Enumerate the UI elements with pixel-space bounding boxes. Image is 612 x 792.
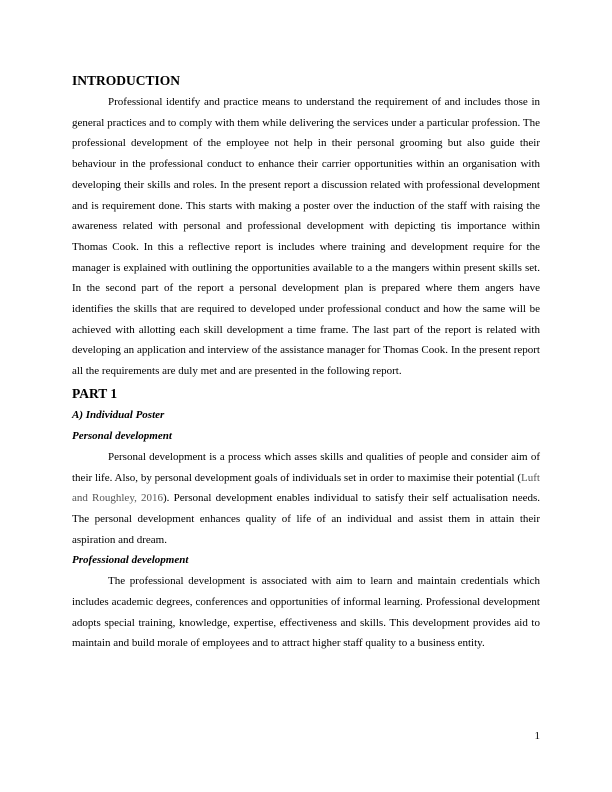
introduction-heading: INTRODUCTION bbox=[72, 73, 181, 88]
personal-development-paragraph bbox=[72, 447, 540, 551]
document-page bbox=[72, 72, 540, 654]
personal-development-heading: Personal development bbox=[72, 429, 172, 442]
page-number: 1 bbox=[534, 730, 540, 742]
personal-text-after-citation: ). Personal development enables individual to satisfy their self actualisation needs. The personal development enhances quality of life of an individual and assist them in attain their aspiration and dream. bbox=[72, 492, 540, 546]
introduction-paragraph: Professional identify and practice means to understand the requirement of and includes those in general practices and to comply with them while delivering the services under a particular profession. The professional development of the employee not help in their personal grooming but also guide their behaviour in the professional conduct to enhance their carrier opportunities within an organisation with developing their skills and roles. In the present report a discussion related with professional development and is requirement done. This starts with making a poster over the induction of the staff with raising the awareness related with personal and professional development with depicting tis importance within Thomas Cook. In this a reflective report is includes where training and development require for the manager is explained with outlining the opportunities available to a the mangers within present skills set. In the second part of the report a personal development plan is prepared where them angers have identifies the skills that are required to developed under professional conduct and how the same will be achieved with allotting each skill development a time frame. The last part of the report is related with developing an application and interview of the assistance manager for Thomas Cook. In the present report all the requirements are duly met and are presented in the following report. bbox=[72, 96, 540, 378]
personal-text-before-citation: Personal development is a process which asses skills and qualities of people and consider aim of their life. Also, by personal development goals of individuals set in order to maximise their potential ( bbox=[72, 450, 540, 484]
part1-heading: PART 1 bbox=[72, 385, 118, 401]
professional-development-heading: Professional development bbox=[72, 554, 189, 567]
citation-luft-roughley: Luft and Roughley, 2016 bbox=[72, 471, 540, 505]
professional-development-paragraph: The professional development is associated with aim to learn and maintain credentials which includes academic degrees, conferences and opportunities of informal learning. Professional development adopts special training, knowledge, expertise, effectiveness and skills. This development provides aid to maintain and build morale of employees and to attract higher staff quality to a business entity. bbox=[72, 575, 540, 650]
individual-poster-subheading: A) Individual Poster bbox=[72, 408, 165, 421]
